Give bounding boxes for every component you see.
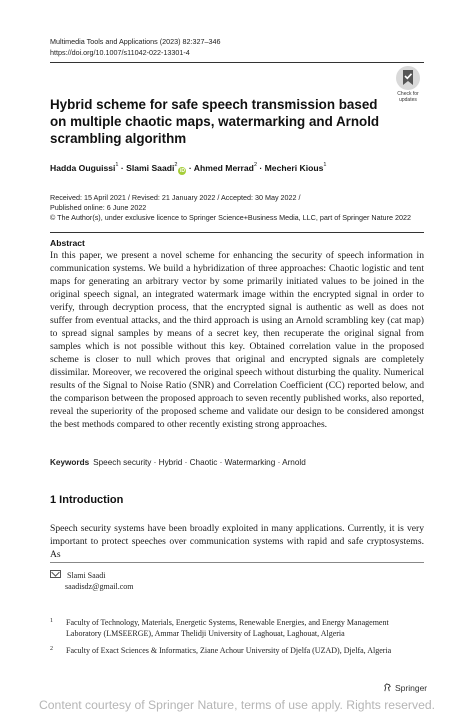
author-affiliation: 1 — [115, 162, 119, 169]
author-name[interactable]: Slami Saadi — [126, 163, 175, 173]
keywords-label: Keywords — [50, 458, 90, 467]
check-for-updates-badge[interactable] — [393, 66, 423, 103]
journal-header — [50, 36, 220, 58]
affiliation-item — [50, 617, 424, 639]
author-affiliation: 2 — [253, 162, 257, 169]
bookmark-check-icon — [396, 66, 420, 90]
keywords-list: Speech security · Hybrid · Chaotic · Watermarking · Arnold — [93, 458, 306, 467]
abstract-text: In this paper, we present a novel scheme for enhancing the security of speech information in communication systems. We build a hybridization of three approaches: Chaotic logistic and tent maps for generating an arbitrary vector by some primarily initiated values to be joined in the original speech signal, an integrated watermark image within the encrypted signal in order to verify, through decryption process, that the encrypted signal is authentic as well as does not suffer from eventual attacks, and the third approach is using an Arnold scrambling key (cat map) to spread signal samples by means of a secret key, then recuperate the original signal from samples which is not possible without this key. Obtained correlation value in the proposed scheme is closer to null which proves that original and encrypted signals are completely dissimilar. Moreover, we recovered the original speech without disturbing the quality. Numerical results of the Signal to Noise Ratio (SNR) and Correlation Coefficient (CC) reported below, and the comparison between the proposed approach to seven recently published works, also reported, reveal the superiority of the proposed scheme and validate our design to be considered amongst the best methods compared to other recently existing strong approaches. — [50, 250, 424, 430]
abstract-rule — [50, 232, 424, 233]
check-label-line2: updates — [399, 97, 417, 103]
intro-paragraph: Speech security systems have been broadly exploited in many applications. Currently, it is very important to protect speeches over communication systems with rapid and safe cryptosystems. As — [50, 523, 424, 560]
section-heading: 1 Introduction — [50, 494, 124, 506]
publisher-logo — [383, 683, 427, 693]
affiliation-text: Faculty of Technology, Materials, Energetic Systems, Renewable Energies, and Energy Management Laboratory (LMSEERGE), Ammar Thelidji University of Laghouat, Laghouat, Algeria — [66, 618, 389, 638]
publication-dates — [50, 193, 411, 223]
author-list: Hadda Ouguissi$^1$ · Slami Saadi$^2$iD · Ahmed Merrad$^2$ · Mecheri Kious$^1$ — [50, 162, 327, 174]
dates-line: Received: 15 April 2021 / Revised: 21 January 2022 / Accepted: 30 May 2022 / — [50, 193, 301, 202]
publisher-name: Springer — [395, 683, 428, 693]
author-affiliation: 1 — [323, 162, 327, 169]
affiliation-text: Faculty of Exact Sciences & Informatics, Ziane Achour University of Djelfa (UZAD), Djelfa, Algeria — [66, 646, 392, 655]
keywords — [50, 458, 306, 467]
copyright-line: © The Author(s), under exclusive licence to Springer Science+Business Media, LLC, part of Springer Nature 2022 — [50, 213, 411, 222]
author-name[interactable]: Mecheri Kious — [264, 163, 324, 173]
paper-title: Hybrid scheme for safe speech transmission based on multiple chaotic maps, watermarking and Arnold scrambling algorithm — [50, 97, 380, 146]
footnote-rule — [50, 562, 424, 563]
affiliation-number: 2 — [50, 646, 53, 652]
correspondence — [50, 570, 133, 592]
springer-horse-icon — [383, 683, 392, 692]
envelope-icon — [50, 570, 61, 578]
orcid-icon[interactable]: iD — [179, 168, 185, 174]
courtesy-watermark: Content courtesy of Springer Nature, terms of use apply. Rights reserved. — [38, 698, 436, 712]
corresponding-author: Slami Saadi — [67, 571, 106, 580]
affiliation-number: 1 — [50, 618, 53, 624]
journal-citation: Multimedia Tools and Applications (2023) 82:327–346 — [50, 37, 221, 46]
check-label-line1: Check for — [397, 91, 419, 97]
author-name[interactable]: Ahmed Merrad — [193, 163, 254, 173]
header-rule — [50, 62, 424, 63]
author-affiliation: 2 — [174, 162, 178, 169]
email-link[interactable]: saadisdz@gmail.com — [65, 582, 134, 591]
doi-link[interactable]: https://doi.org/10.1007/s11042-022-13301-4 — [50, 48, 190, 57]
author-name[interactable]: Hadda Ouguissi — [50, 163, 116, 173]
affiliation-item — [50, 645, 424, 656]
dates-line: Published online: 6 June 2022 — [50, 203, 147, 212]
abstract-heading: Abstract — [50, 238, 85, 248]
